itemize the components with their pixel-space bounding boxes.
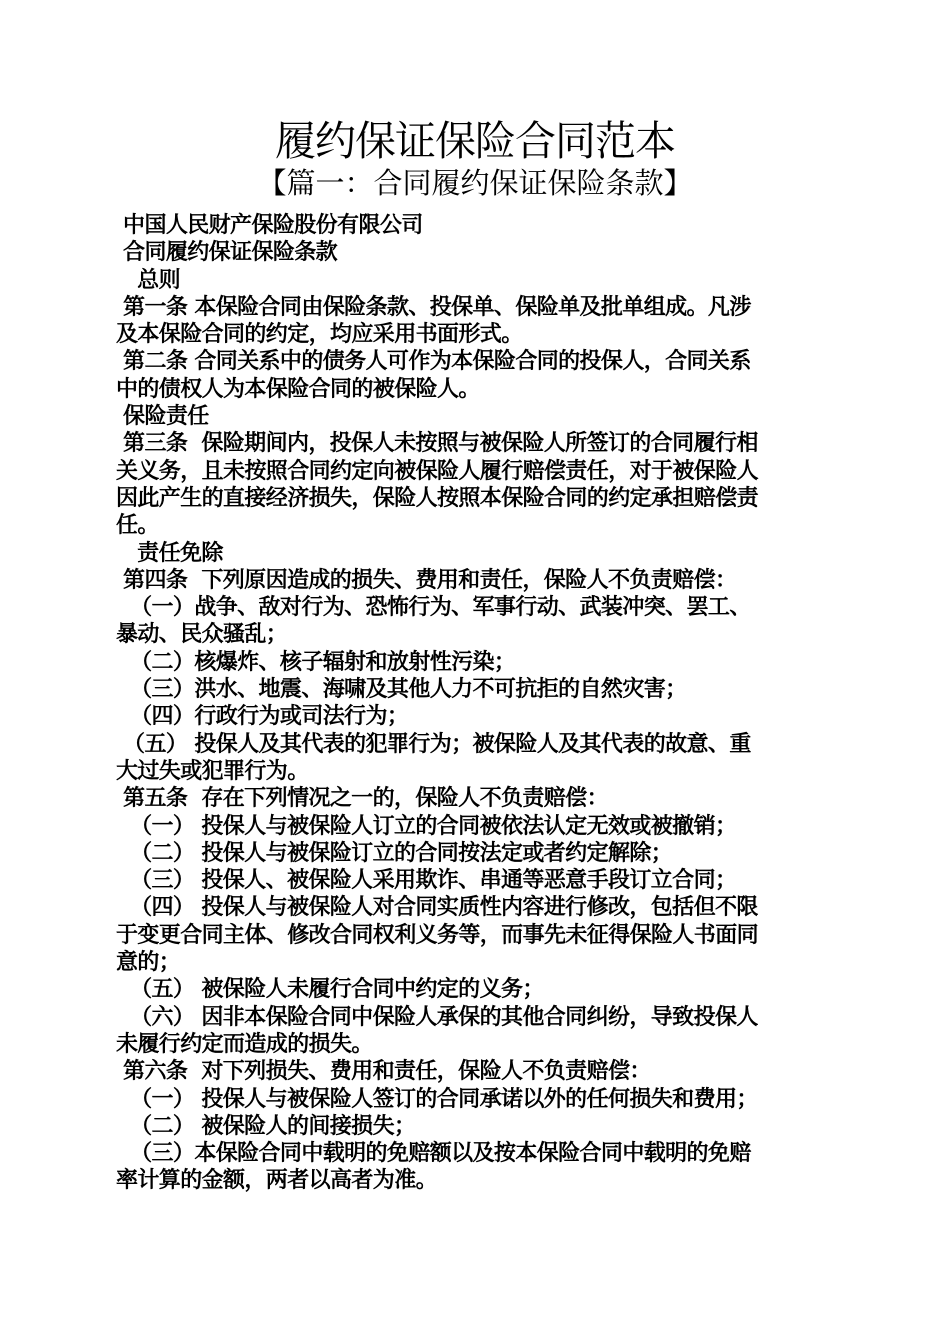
- document-line: （一）战争、敌对行为、恐怖行为、军事行动、武装冲突、罢工、: [116, 595, 751, 621]
- document-line: 责任免除: [116, 540, 223, 566]
- document-line: （二） 被保险人的间接损失；: [116, 1113, 416, 1139]
- document-line: 第六条 对下列损失、费用和责任，保险人不负责赔偿：: [116, 1059, 651, 1085]
- document-line: （一） 投保人与被保险人签订的合同承诺以外的任何损失和费用；: [116, 1086, 758, 1112]
- document-line: 关义务，且未按照合同约定向被保险人履行赔偿责任，对于被保险人: [116, 458, 759, 484]
- document-line: （六） 因非本保险合同中保险人承保的其他合同纠纷，导致投保人: [116, 1004, 758, 1030]
- document-line: 合同履约保证保险条款: [116, 240, 338, 266]
- document-line: 暴动、民众骚乱；: [116, 622, 288, 648]
- document-line: 第五条 存在下列情况之一的，保险人不负责赔偿：: [116, 786, 608, 812]
- document-subtitle: 【篇一：合同履约保证保险条款】: [257, 166, 693, 200]
- document-line: 总则: [116, 267, 180, 293]
- document-line: 及本保险合同的约定，均应采用书面形式。: [116, 322, 523, 348]
- document-line: 未履行约定而造成的损失。: [116, 1031, 373, 1057]
- document-line: （四） 投保人与被保险人对合同实质性内容进行修改，包括但不限: [116, 895, 758, 921]
- document-line: （二）核爆炸、核子辐射和放射性污染；: [116, 649, 516, 675]
- document-line: 第一条 本保险合同由保险条款、投保单、保险单及批单组成。凡涉: [116, 294, 751, 320]
- document-line: 意的；: [116, 950, 181, 976]
- document-line: （四）行政行为或司法行为；: [116, 704, 409, 730]
- document-line: （三）本保险合同中载明的免赔额以及按本保险合同中载明的免赔: [116, 1141, 751, 1167]
- document-line: 任。: [116, 513, 159, 539]
- document-line: （二） 投保人与被保险订立的合同按法定或者约定解除；: [116, 840, 673, 866]
- document-line: （五） 投保人及其代表的犯罪行为；被保险人及其代表的故意、重: [116, 731, 751, 757]
- document-line: 第二条 合同关系中的债务人可作为本保险合同的投保人，合同关系: [116, 349, 751, 375]
- document-title: 履约保证保险合同范本: [275, 117, 675, 165]
- document-line: 第四条 下列原因造成的损失、费用和责任，保险人不负责赔偿：: [116, 567, 737, 593]
- document-line: （三） 投保人、被保险人采用欺诈、串通等恶意手段订立合同；: [116, 868, 737, 894]
- document-line: 保险责任: [116, 404, 209, 430]
- document-line: 大过失或犯罪行为。: [116, 758, 309, 784]
- document-line: 中的债权人为本保险合同的被保险人。: [116, 376, 480, 402]
- document-line: 率计算的金额，两者以高者为准。: [116, 1168, 438, 1194]
- document-line: （一） 投保人与被保险人订立的合同被依法认定无效或被撤销；: [116, 813, 737, 839]
- document-line: 因此产生的直接经济损失，保险人按照本保险合同的约定承担赔偿责: [116, 485, 759, 511]
- document-line: （五） 被保险人未履行合同中约定的义务；: [116, 977, 544, 1003]
- document-line: 第三条 保险期间内，投保人未按照与被保险人所签订的合同履行相: [116, 431, 758, 457]
- document-line: 中国人民财产保险股份有限公司: [116, 213, 423, 238]
- document-line: 于变更合同主体、修改合同权利义务等，而事先未征得保险人书面同: [116, 922, 759, 948]
- document-line: （三）洪水、地震、海啸及其他人力不可抗拒的自然灾害；: [116, 677, 687, 703]
- document-body: [116, 212, 836, 1195]
